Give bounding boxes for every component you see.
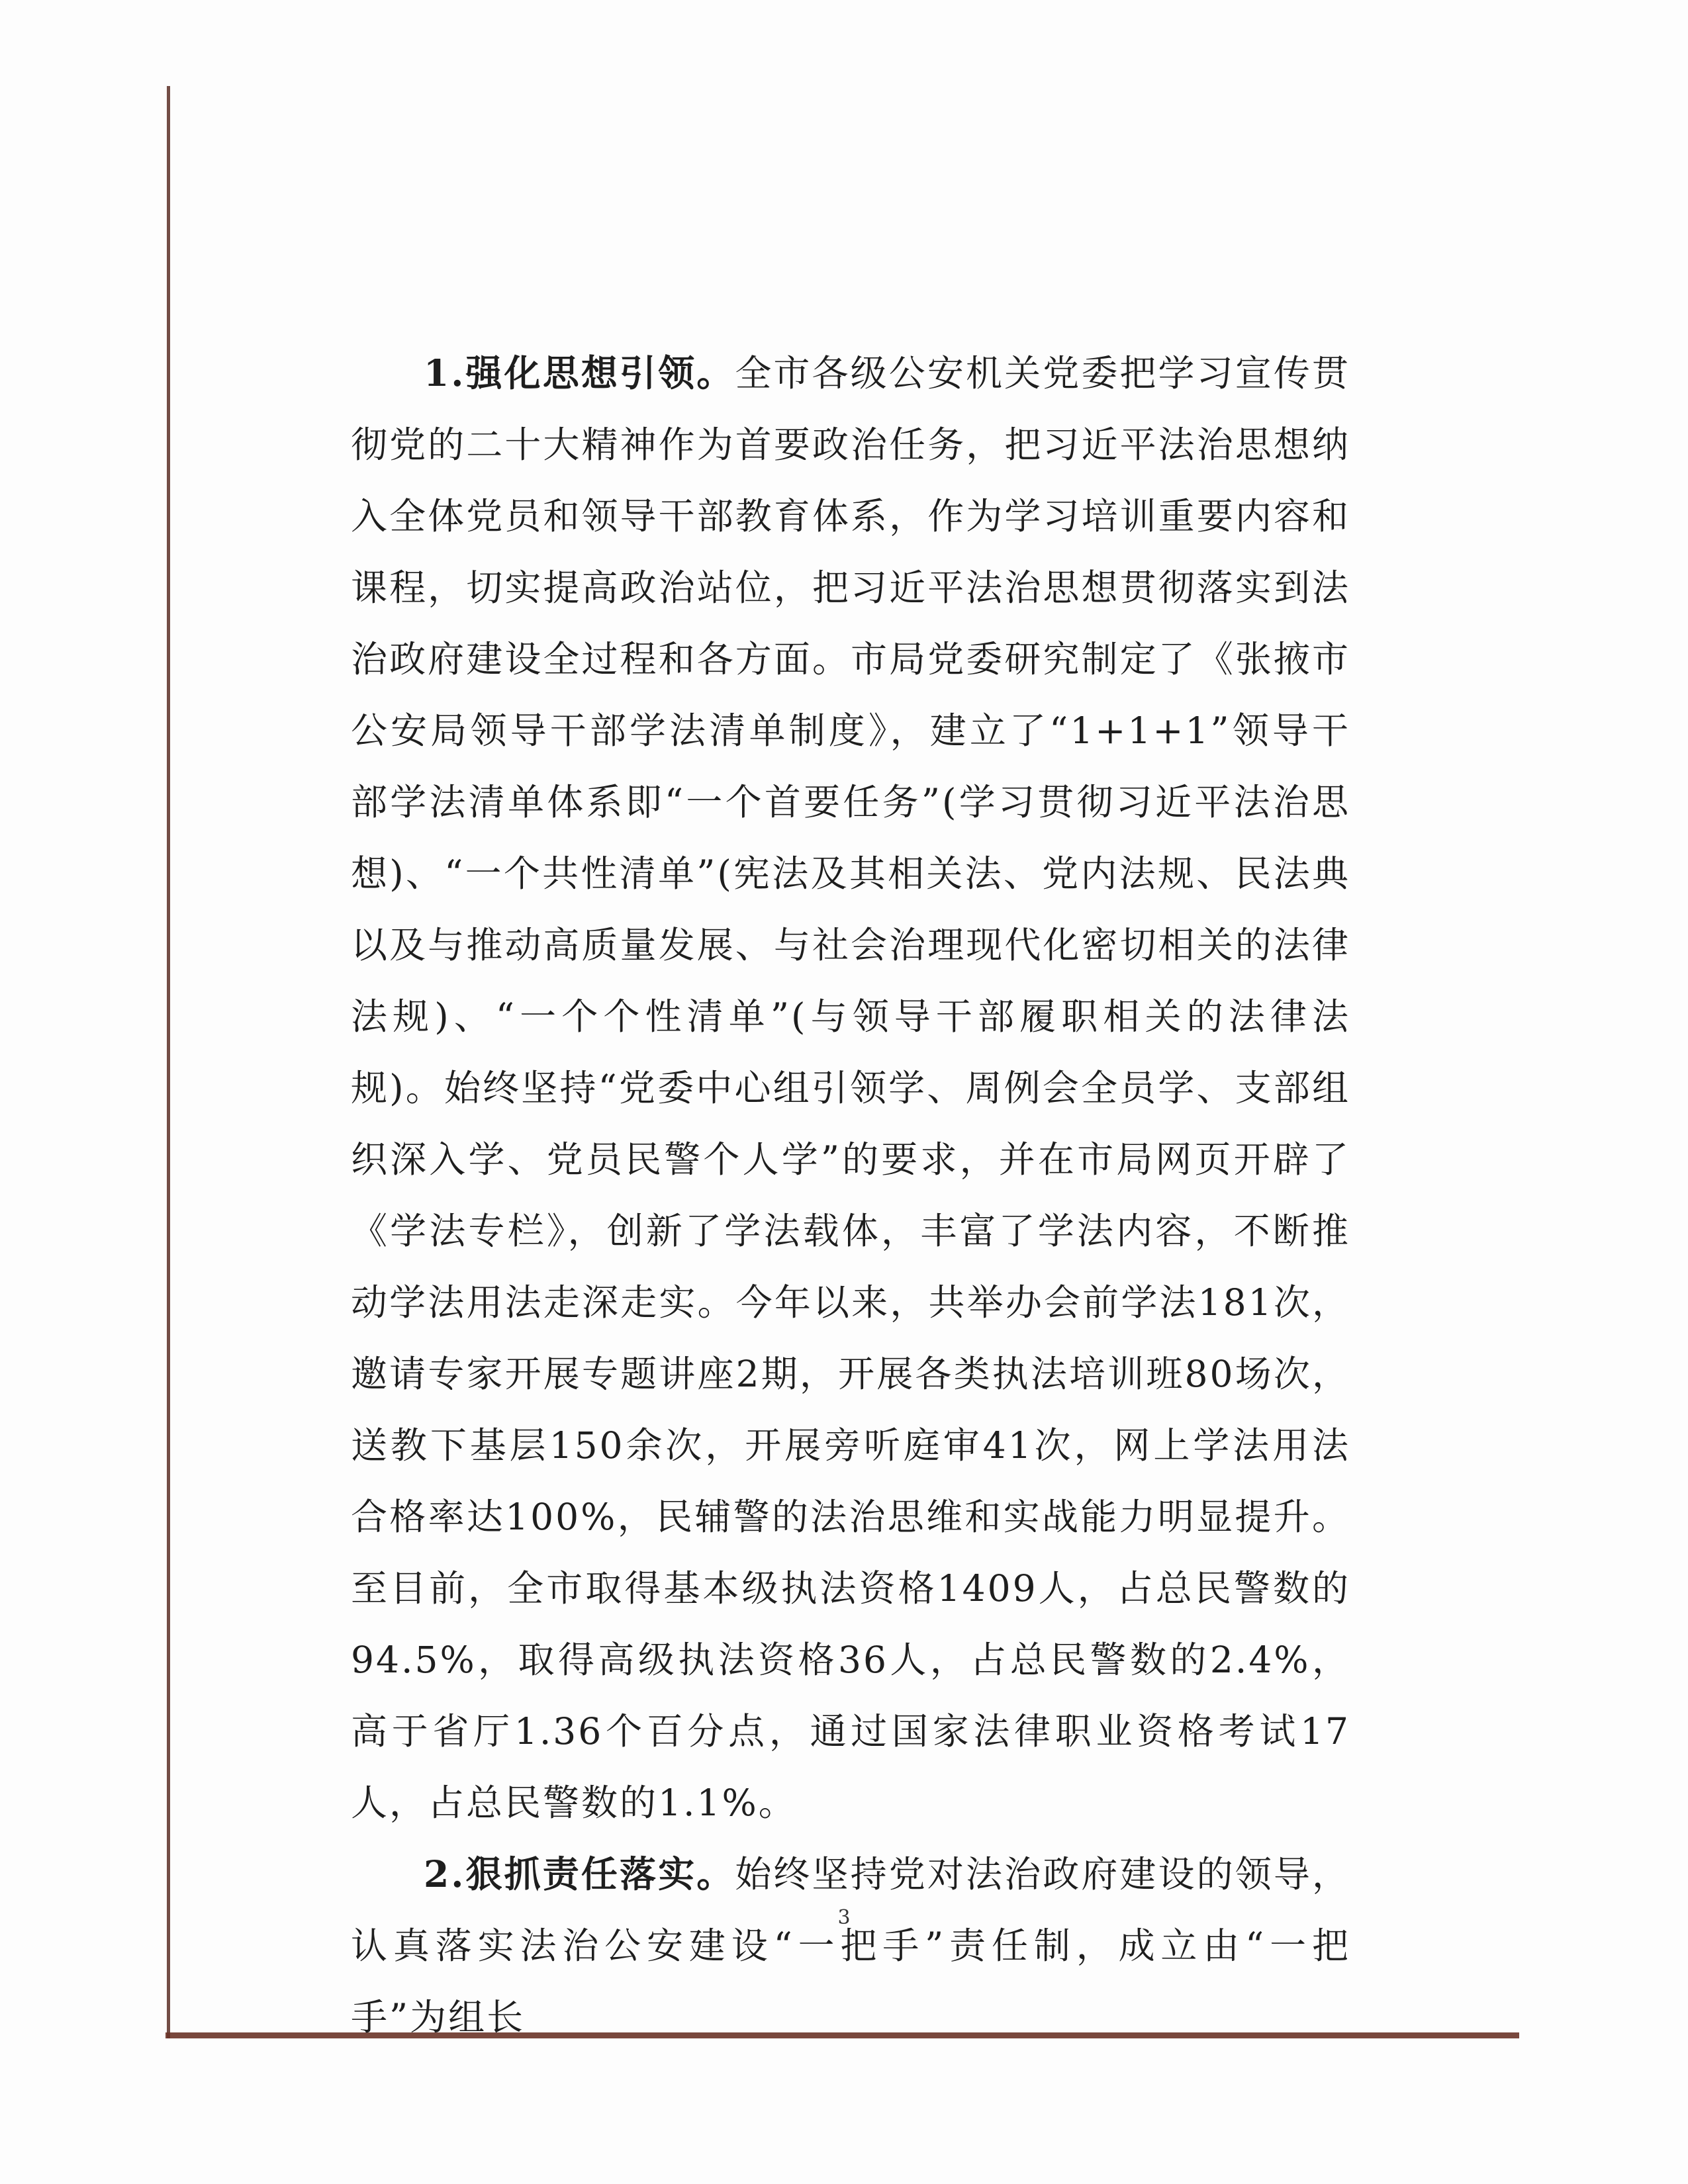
page-number: 3 — [837, 1906, 851, 1929]
paragraph-2 — [351, 1839, 1350, 2053]
document-body — [351, 338, 1350, 2053]
page-left-edge — [167, 86, 170, 2038]
paragraph-1-text: 全市各级公安机关党委把学习宣传贯彻党的二十大精神作为首要政治任务，把习近平法治思想纳入全体党员和领导干部教育体系，作为学习培训重要内容和课程，切实提高政治站位，把习近平法治思想贯彻落实到法治政府建设全过程和各方面。市局党委研究制定了《张掖市公安局领导干部学法清单制度》，建立了“1+1+1”领导干部学法清单体系即“一个首要任务”(学习贯彻习近平法治思想)、“一个共性清单”(宪法及其相关法、党内法规、民法典以及与推动高质量发展、与社会治理现代化密切相关的法律法规)、“一个个性清单”(与领导干部履职相关的法律法规)。始终坚持“党委中心组引领学、周例会全员学、支部组织深入学、党员民警个人学”的要求，并在市局网页开辟了《学法专栏》，创新了学法载体，丰富了学法内容，不断推动学法用法走深走实。今年以来，共举办会前学法181次，邀请专家开展专题讲座2期，开展各类执法培训班80场次，送教下基层150余次，开展旁听庭审41次，网上学法用法合格率达100%，民辅警的法治思维和实战能力明显提升。至目前，全市取得基本级执法资格1409人，占总民警数的94.5%，取得高级执法资格36人，占总民警数的2.4%，高于省厅1.36个百分点，通过国家法律职业资格考试17人，占总民警数的1.1%。 — [351, 352, 1350, 1824]
paragraph-1 — [351, 338, 1350, 1839]
paragraph-2-heading: 2.狠抓责任落实。 — [424, 1852, 735, 1895]
paragraph-2-text: 始终坚持党对法治政府建设的领导，认真落实法治公安建设“一把手”责任制，成立由“一把手”为组长 — [351, 1853, 1350, 2038]
paragraph-1-heading: 1.强化思想引领。 — [424, 351, 735, 394]
